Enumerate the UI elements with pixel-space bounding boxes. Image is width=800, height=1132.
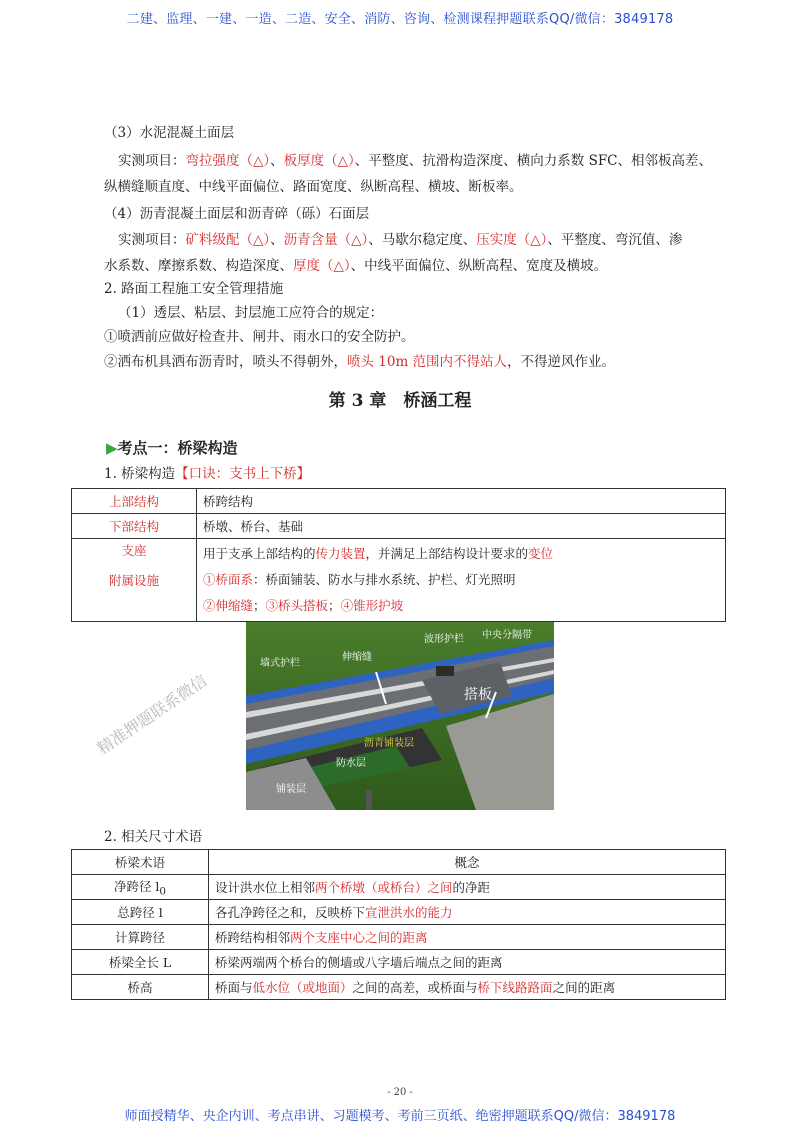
body-text: 、平整度、抗滑构造深度、横向力系数 SFC、相邻板高差、 <box>354 153 713 169</box>
body-text: 、中线平面偏位、纵断高程、宽度及横坡。 <box>350 258 608 274</box>
prefix-text: 实测项目： <box>118 153 186 169</box>
body-text: ，并满足上部结构设计要求的 <box>365 546 529 561</box>
row-desc: 桥跨结构 <box>197 489 726 514</box>
table-row <box>72 875 726 900</box>
red-term: 两个桥墩（或桥台）之间 <box>315 880 453 895</box>
structure-table <box>71 488 726 622</box>
keypoint-heading <box>106 437 238 458</box>
triangle-icon: ▶ <box>106 439 118 457</box>
body-text: 的净距 <box>452 880 491 895</box>
terms-table <box>71 849 726 1000</box>
body-text: 之间的高差，或桥面与 <box>352 980 478 995</box>
terms-title: 2. 相关尺寸术语 <box>104 829 203 845</box>
safety-item-1: ①喷洒前应做好检查井、闸井、雨水口的安全防护。 <box>104 329 415 345</box>
label-wave: 波形护栏 <box>424 634 464 645</box>
support-accessory-names <box>72 539 197 622</box>
section-4-heading: （4）沥青混凝土面层和沥青碎（砾）石面层 <box>104 206 370 222</box>
accessory-name: 附属设施 <box>108 573 159 588</box>
column-header: 桥梁术语 <box>72 850 209 875</box>
header-banner: 二建、监理、一建、一造、二造、安全、消防、咨询、检测课程押题联系QQ/微信：3849178 <box>126 12 674 27</box>
safety-item-2 <box>104 352 615 372</box>
keypoint-label: 考点一：桥梁构造 <box>117 439 238 457</box>
table-header-row <box>72 850 726 875</box>
body-text: 用于支承上部结构的 <box>203 546 316 561</box>
body-text: ：桥面铺装、防水与排水系统、护栏、灯光照明 <box>253 572 516 587</box>
red-term: 弯拉强度（△） <box>185 153 271 169</box>
table-row <box>72 900 726 925</box>
row-name: 上部结构 <box>72 489 197 514</box>
red-term: 宣泄洪水的能力 <box>365 905 453 920</box>
body-text: 水系数、摩擦系数、构造深度、 <box>104 258 293 274</box>
red-term: 传力装置 <box>315 546 366 561</box>
pier <box>366 790 372 810</box>
label-waterproof: 防水层 <box>336 758 366 769</box>
label-median: 中央分隔带 <box>482 630 532 641</box>
page-number: - 20 - <box>387 1087 413 1098</box>
red-term: ③桥头搭板 <box>265 598 329 613</box>
row-name: 下部结构 <box>72 514 197 539</box>
column-header: 概念 <box>209 850 726 875</box>
label-paving: 铺装层 <box>276 784 306 795</box>
term-name <box>72 875 209 900</box>
red-term: 两个支座中心之间的距离 <box>290 930 428 945</box>
term-desc <box>209 925 726 950</box>
support-desc <box>203 541 719 567</box>
red-term: 板厚度（△） <box>283 153 355 169</box>
accessory-line-1 <box>203 567 719 593</box>
term-name: 总跨径 l <box>72 900 209 925</box>
section-4-line-2 <box>104 256 607 276</box>
red-term: ①桥面系 <box>203 572 254 587</box>
section-3-heading: （3）水泥混凝土面层 <box>104 125 235 141</box>
watermark: 精准押题联系微信 <box>93 670 211 759</box>
term-desc <box>209 975 726 1000</box>
chapter-title: 第 3 章 桥涵工程 <box>328 391 472 411</box>
term-name: 桥梁全长 L <box>72 950 209 975</box>
body-text: ②洒布机具洒布沥青时，喷头不得朝外， <box>104 354 347 370</box>
red-term: ②伸缩缝 <box>203 598 254 613</box>
separator: ； <box>328 598 341 613</box>
label-asphalt: 沥青铺装层 <box>364 738 414 749</box>
red-term: 压实度（△） <box>476 232 548 248</box>
table-row <box>72 950 726 975</box>
red-term: 喷头 10m 范围内不得站人 <box>347 354 508 370</box>
body-text: 各孔净跨径之和，反映桥下 <box>215 905 366 920</box>
footer-banner: 师面授精华、央企内训、考点串讲、习题模考、考前三页纸、绝密押题联系QQ/微信：3849178 <box>124 1109 676 1124</box>
label-guardrail: 墙式护栏 <box>260 658 300 669</box>
section-3-line-1 <box>118 151 712 171</box>
structure-title-text: 1. 桥梁构造 <box>104 466 176 482</box>
body-text: 设计洪水位上相邻 <box>215 880 316 895</box>
term-desc <box>209 900 726 925</box>
mnemonic: 【口诀：支书上下桥】 <box>175 466 311 482</box>
label-slab: 搭板 <box>464 687 492 703</box>
red-term: 矿料级配（△） <box>185 232 271 248</box>
accessory-line-2 <box>203 593 719 619</box>
row-desc: 桥墩、桥台、基础 <box>197 514 726 539</box>
body-text: 桥跨结构相邻 <box>215 930 291 945</box>
body-text: 、马歇尔稳定度、 <box>368 232 477 248</box>
vehicle <box>436 666 454 676</box>
bridge-structure-photo <box>246 622 554 810</box>
table-row <box>72 975 726 1000</box>
red-term: 变位 <box>528 546 554 561</box>
body-text: 之间的距离 <box>552 980 616 995</box>
body-text: 桥面与 <box>215 980 253 995</box>
red-term: 厚度（△） <box>293 258 351 274</box>
red-term: 沥青含量（△） <box>283 232 369 248</box>
term-desc <box>209 875 726 900</box>
support-accessory-desc <box>197 539 726 622</box>
section-4-line-1 <box>118 230 682 250</box>
red-term: ④锥形护坡 <box>340 598 404 613</box>
separator: ； <box>253 598 266 613</box>
body-text: 、平整度、弯沉值、渗 <box>547 232 683 248</box>
label-joint: 伸缩缝 <box>342 652 372 663</box>
term-name: 计算跨径 <box>72 925 209 950</box>
red-term: 低水位（或地面） <box>252 980 353 995</box>
safety-heading: 2. 路面工程施工安全管理措施 <box>104 281 284 297</box>
separator: 、 <box>270 232 284 248</box>
subscript: 0 <box>159 885 167 898</box>
table-row <box>72 489 726 514</box>
section-3-line-2: 纵横缝顺直度、中线平面偏位、路面宽度、纵断高程、横坡、断板率。 <box>104 179 523 195</box>
term-desc: 桥梁两端两个桥台的侧墙或八字墙后端点之间的距离 <box>209 950 726 975</box>
table-row <box>72 539 726 622</box>
term-name: 桥高 <box>72 975 209 1000</box>
body-text: ，不得逆风作业。 <box>507 354 616 370</box>
table-row <box>72 514 726 539</box>
table-row <box>72 925 726 950</box>
term-text: 净跨径 l <box>113 878 160 894</box>
safety-sub: （1）透层、粘层、封层施工应符合的规定： <box>118 305 384 321</box>
separator: 、 <box>270 153 284 169</box>
structure-title <box>104 464 310 484</box>
red-term: 桥下线路路面 <box>477 980 553 995</box>
prefix-text: 实测项目： <box>118 232 186 248</box>
support-name: 支座 <box>121 543 147 558</box>
